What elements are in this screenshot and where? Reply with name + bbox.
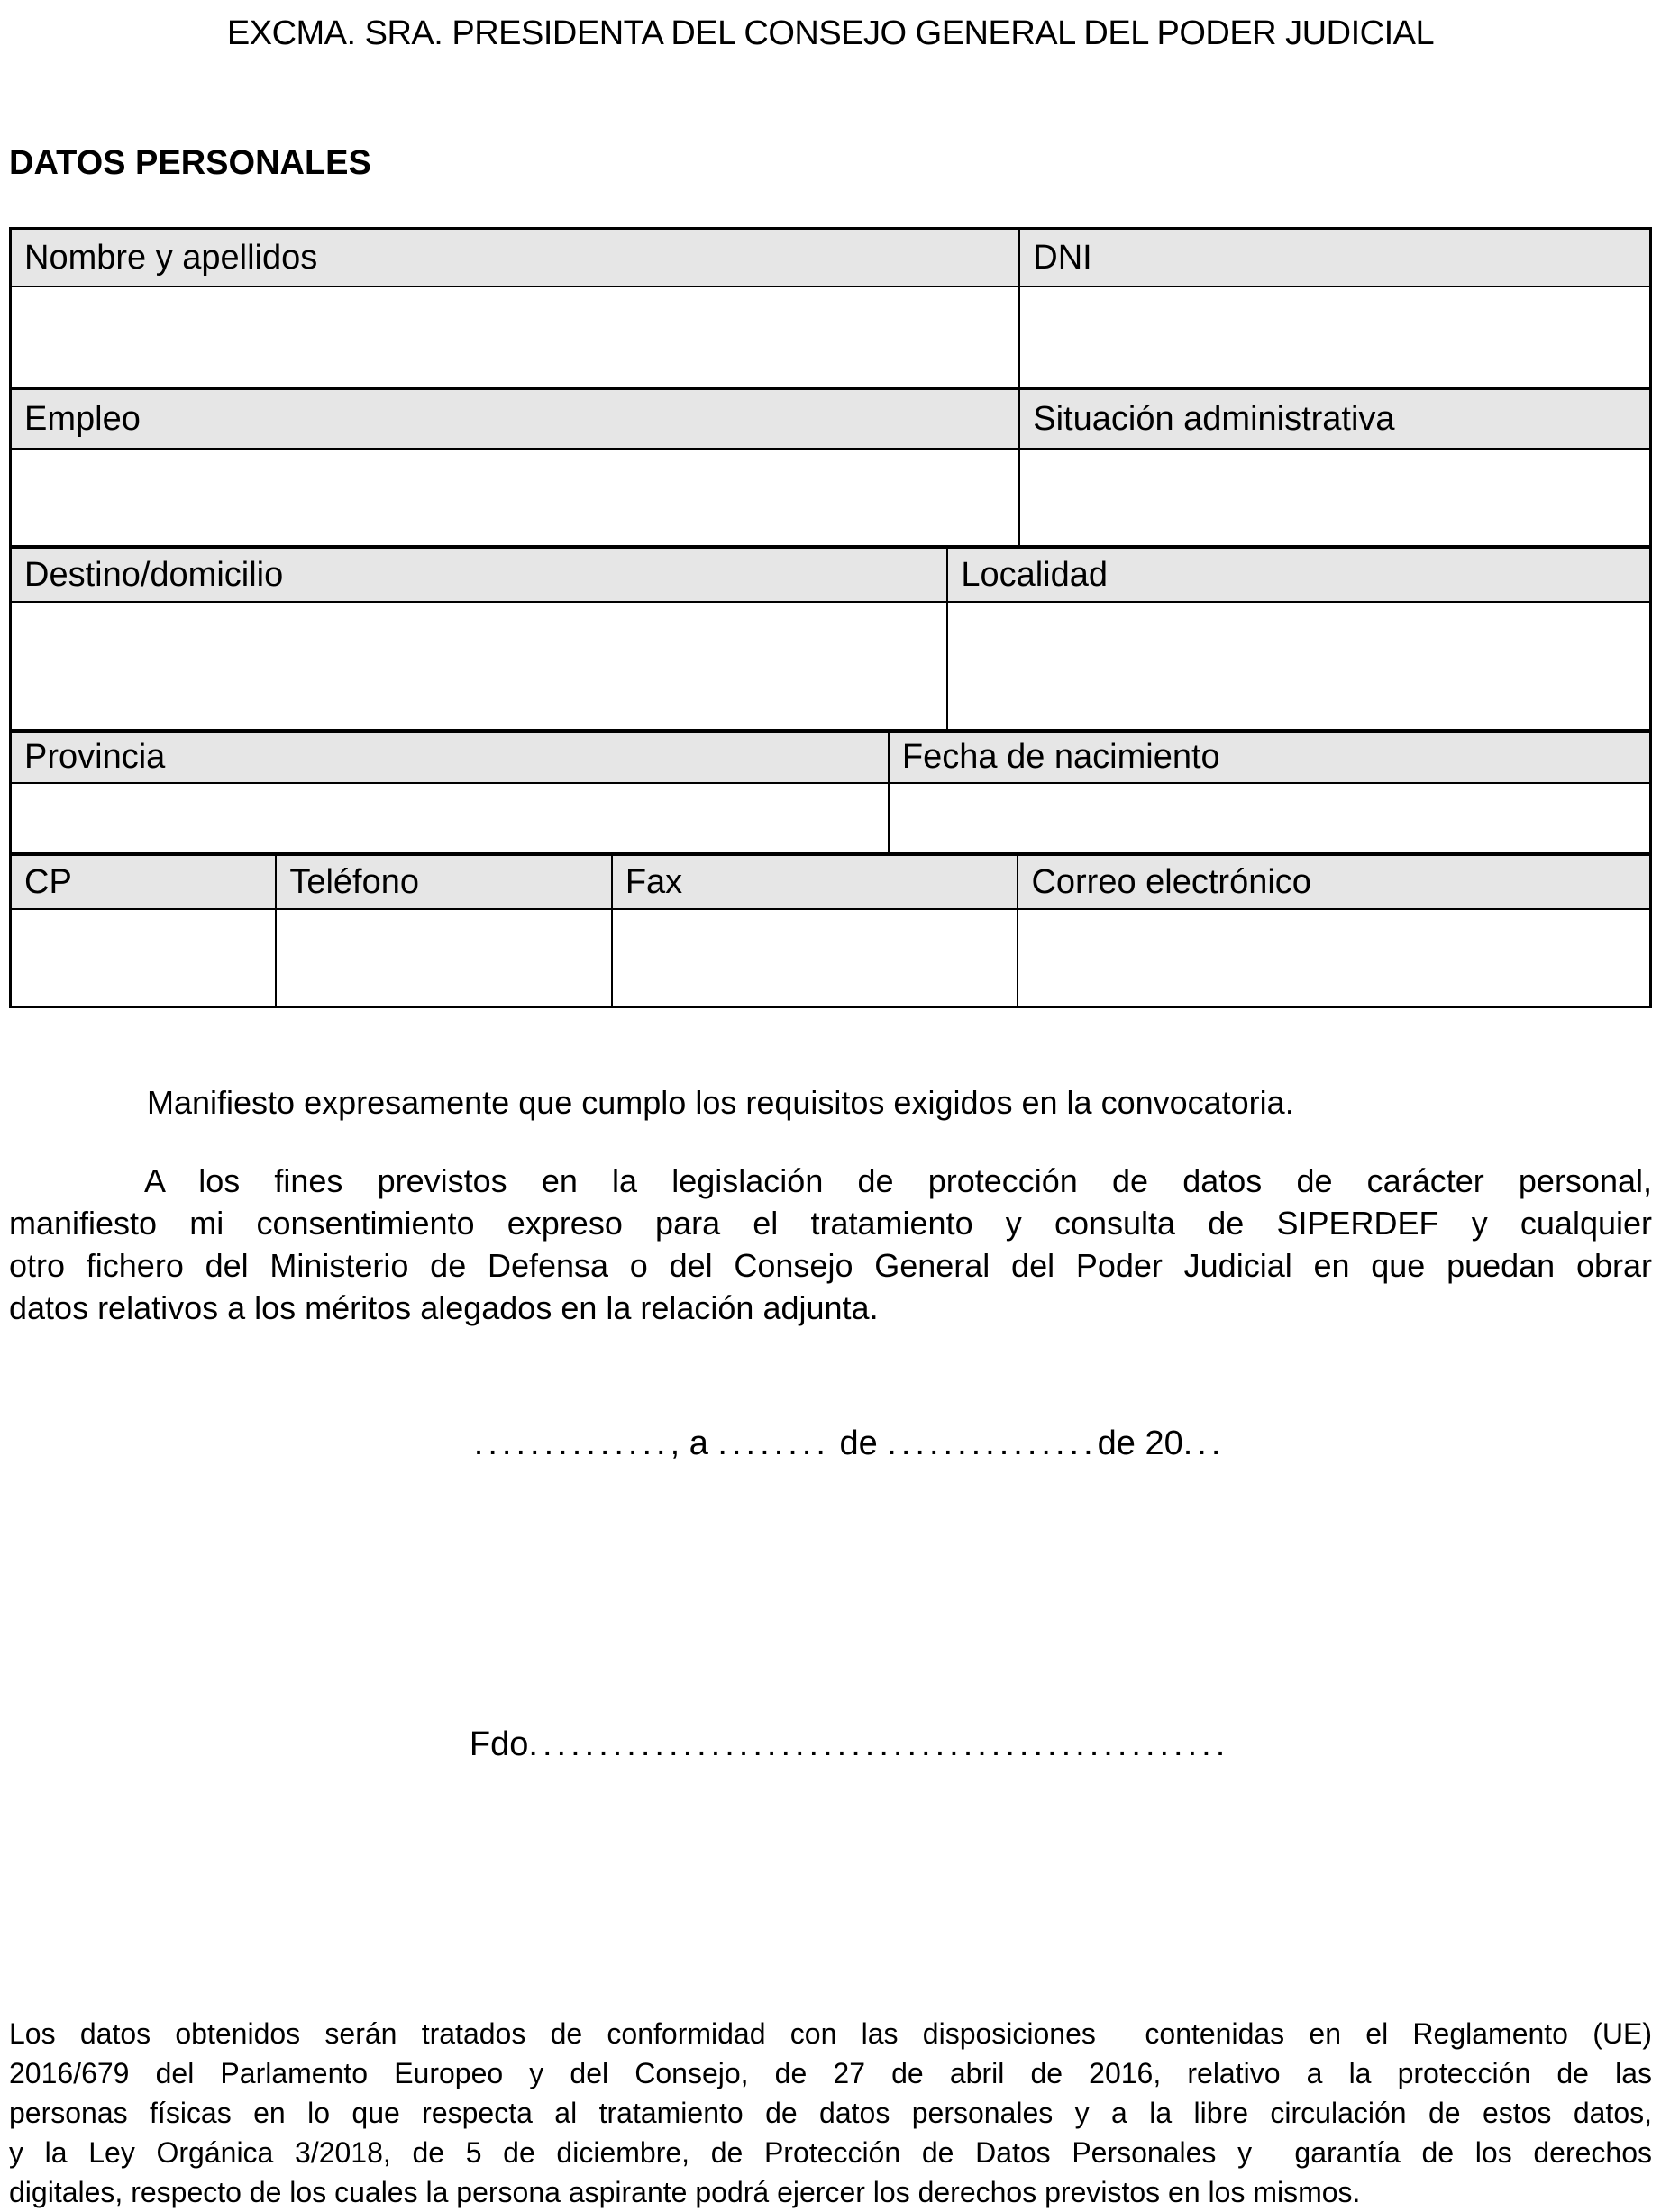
field-label-nombre-apellidos: Nombre y apellidos — [12, 230, 1020, 286]
year-prefix: de 20 — [1097, 1425, 1183, 1462]
field-label-fax: Fax — [613, 856, 1019, 908]
addressee-heading: EXCMA. SRA. PRESIDENTA DEL CONSEJO GENERAL DEL PODER JUDICIAL — [226, 14, 1435, 52]
date-separator: de — [829, 1425, 888, 1462]
field-label-correo-electronico: Correo electrónico — [1031, 862, 1311, 901]
section-title-datos-personales: DATOS PERSONALES — [9, 144, 371, 182]
field-label-fecha-nacimiento: Fecha de nacimiento — [901, 738, 1220, 776]
field-label-provincia: Provincia — [12, 733, 890, 782]
signature-fill-line[interactable] — [9, 1682, 1652, 1807]
date-fill-line[interactable] — [9, 1381, 1652, 1506]
notice-line: digitales, respecto de los cuales la persona aspirante podrá ejercer los derechos previstos en los mismos. — [9, 2176, 1361, 2208]
field-label-situacion-administrativa: Situación administrativa — [1033, 399, 1395, 438]
field-label-localidad: Localidad — [961, 555, 1108, 594]
field-input-provincia[interactable] — [12, 784, 890, 852]
table-row-inputs-provincia-fecha — [12, 784, 1649, 856]
field-input-empleo[interactable] — [12, 450, 1020, 545]
date-separator: , a — [670, 1425, 718, 1462]
notice-line: Los datos obtenidos serán tratados de conformidad con las disposiciones contenidas en el Reglamento (UE) — [9, 2017, 1652, 2050]
year-blank: ... — [1182, 1425, 1226, 1462]
field-label-destino-domicilio: Destino/domicilio — [12, 549, 948, 601]
place-blank: .............. — [473, 1425, 671, 1462]
table-row-labels-nombre-dni — [12, 230, 1649, 287]
field-input-fax[interactable] — [613, 910, 1019, 1006]
signature-blank: .................................................. — [528, 1725, 1230, 1763]
field-input-destino-domicilio[interactable] — [12, 603, 948, 729]
day-blank: ........ — [717, 1425, 830, 1462]
consent-line: datos relativos a los méritos alegados en la relación adjunta. — [9, 1289, 879, 1326]
notice-line: 2016/679 del Parlamento Europeo y del Consejo, de 27 de abril de 2016, relativo a la protección de las — [9, 2057, 1652, 2089]
data-protection-notice — [9, 2014, 1652, 2212]
notice-line: personas físicas en lo que respecta al tratamiento de datos personales y a la libre circulación de estos datos, — [9, 2097, 1652, 2129]
table-row-labels-provincia-fecha — [12, 733, 1649, 784]
field-input-situacion-administrativa[interactable] — [1020, 450, 1649, 545]
field-input-nombre-apellidos[interactable] — [12, 287, 1020, 387]
table-row-inputs-contacto — [12, 910, 1649, 1006]
notice-line: y la Ley Orgánica 3/2018, de 5 de diciembre, de Protección de Datos Personales y garantía de los derechos — [9, 2136, 1652, 2169]
personal-data-table — [9, 227, 1652, 1008]
declaration-paragraph: Manifiesto expresamente que cumplo los requisitos exigidos en la convocatoria. — [147, 1084, 1294, 1121]
field-input-fecha-nacimiento[interactable] — [890, 784, 1649, 852]
table-row-labels-empleo-situacion — [12, 390, 1649, 450]
field-label-cp: CP — [12, 856, 277, 908]
month-blank: ............... — [887, 1425, 1098, 1462]
form-document-page — [0, 13, 1661, 2208]
field-input-dni[interactable] — [1020, 287, 1649, 387]
field-input-localidad[interactable] — [948, 603, 1649, 729]
field-label-dni: DNI — [1033, 238, 1092, 277]
field-label-empleo: Empleo — [12, 390, 1020, 448]
table-row-labels-contacto — [12, 856, 1649, 910]
table-row-inputs-nombre-dni — [12, 287, 1649, 390]
table-row-labels-destino-localidad — [12, 549, 1649, 603]
field-label-telefono: Teléfono — [277, 856, 612, 908]
signature-prefix: Fdo — [469, 1725, 529, 1763]
field-input-cp[interactable] — [12, 910, 277, 1006]
field-input-telefono[interactable] — [277, 910, 612, 1006]
field-input-correo-electronico[interactable] — [1018, 910, 1649, 1006]
table-row-inputs-empleo-situacion — [12, 450, 1649, 549]
consent-paragraph — [9, 1160, 1652, 1329]
table-row-inputs-destino-localidad — [12, 603, 1649, 733]
consent-line: A los fines previstos en la legislación de protección de datos de carácter personal, — [144, 1162, 1652, 1199]
consent-line: manifiesto mi consentimiento expreso para el tratamiento y consulta de SIPERDEF y cualquier — [9, 1205, 1652, 1242]
consent-line: otro fichero del Ministerio de Defensa o del Consejo General del Poder Judicial en que puedan obrar — [9, 1247, 1652, 1284]
